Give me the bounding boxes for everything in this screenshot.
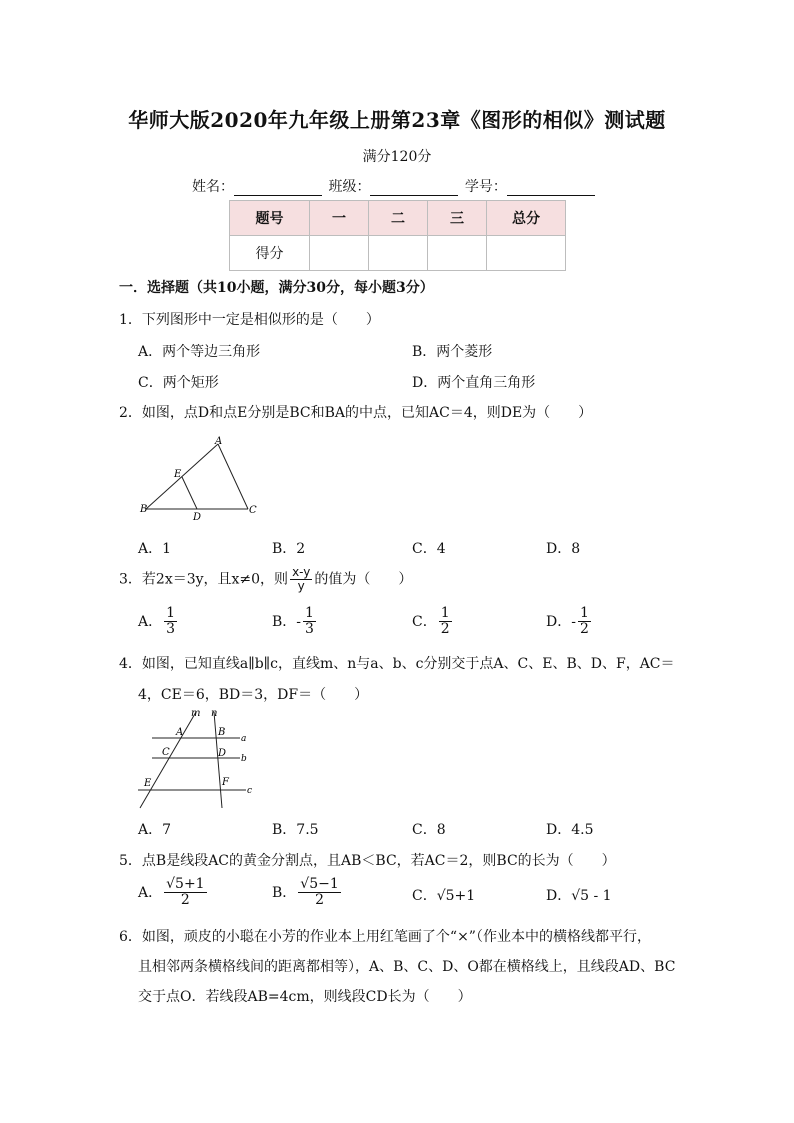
score-table-header: 总分 — [487, 201, 566, 236]
id-blank[interactable] — [507, 181, 595, 196]
score-table-header: 二 — [369, 201, 428, 236]
class-blank[interactable] — [370, 181, 458, 196]
student-info-line — [192, 176, 597, 196]
q3-a-label: A． — [138, 613, 163, 630]
id-label: 学号： — [464, 179, 507, 195]
q2-label-e: E — [174, 469, 182, 480]
q3-a-num: 1 — [166, 605, 176, 621]
q2-option-a[interactable]: A．1 — [138, 541, 172, 557]
q3-stem-post: 的值为（ ） — [314, 571, 413, 588]
score-table-header: 题号 — [230, 201, 310, 236]
q3-b-label: B． — [272, 613, 297, 630]
q5-a-num: √5+1 — [166, 876, 205, 892]
q5-a-label: A． — [138, 884, 163, 901]
q4-label-D: D — [218, 748, 227, 759]
q2-stem: 2．如图，点D和点E分别是BC和BA的中点，已知AC＝4，则DE为（ ） — [119, 405, 593, 421]
name-blank[interactable] — [234, 181, 322, 196]
q4-label-C: C — [162, 747, 170, 758]
q1-option-b[interactable]: B．两个菱形 — [412, 344, 493, 360]
q4-label-a: a — [241, 734, 247, 744]
section-heading: 一．选择题（共10小题，满分30分，每小题3分） — [119, 280, 434, 296]
q3-frac-den: y — [297, 579, 305, 594]
q1-option-a[interactable]: A．两个等边三角形 — [138, 344, 261, 360]
score-table-header-row — [230, 201, 566, 236]
score-cell[interactable] — [428, 236, 487, 271]
q3-b-den: 3 — [305, 621, 314, 638]
q4-stem-line2: 4，CE＝6，BD＝3，DF＝（ ） — [138, 687, 369, 703]
q1-option-d[interactable]: D．两个直角三角形 — [412, 375, 536, 391]
q5-option-a[interactable] — [138, 877, 209, 909]
q5-b-den: 2 — [315, 892, 324, 909]
q6-stem-line3: 交于点O．若线段AB=4cm，则线段CD长为（ ） — [138, 989, 472, 1005]
score-table-header: 一 — [310, 201, 369, 236]
q3-d-fraction — [578, 606, 591, 638]
score-table-header: 三 — [428, 201, 487, 236]
q4-label-m: m — [191, 708, 201, 719]
q3-b-num: 1 — [305, 605, 314, 621]
q3-option-a[interactable] — [138, 606, 179, 638]
q2-option-c[interactable]: C．4 — [412, 541, 446, 557]
q2-option-d[interactable]: D．8 — [546, 541, 581, 557]
score-table — [229, 200, 566, 271]
q4-label-E: E — [144, 778, 152, 789]
q3-d-num: 1 — [579, 605, 589, 621]
q4-label-A: A — [176, 727, 184, 738]
q3-a-den: 3 — [166, 621, 176, 638]
q6-stem-line2: 且相邻两条横格线间的距离都相等），A、B、C、D、O都在横格线上，且线段AD、BC — [138, 959, 676, 975]
q1-stem: 1．下列图形中一定是相似形的是（ ） — [119, 312, 380, 328]
page-title: 华师大版2020年九年级上册第23章《图形的相似》测试题 — [128, 108, 666, 132]
score-cell[interactable] — [487, 236, 566, 271]
q4-parallel-lines-figure — [134, 704, 258, 812]
q3-c-num: 1 — [440, 605, 450, 621]
q5-a-den: 2 — [180, 892, 190, 909]
q4-label-b: b — [241, 754, 247, 764]
q5-b-num: √5−1 — [300, 876, 339, 892]
q3-option-b[interactable] — [272, 606, 318, 638]
q3-c-label: C． — [412, 613, 437, 630]
score-cell[interactable] — [369, 236, 428, 271]
q3-option-c[interactable] — [412, 606, 454, 638]
q4-option-c[interactable]: C．8 — [412, 822, 446, 838]
q5-option-c[interactable]: C．√5+1 — [412, 888, 476, 904]
q3-d-den: 2 — [579, 621, 589, 638]
q3-fraction — [290, 566, 312, 593]
score-cell[interactable] — [310, 236, 369, 271]
q5-a-fraction — [164, 877, 206, 909]
q5-option-b[interactable] — [272, 877, 343, 909]
q5-stem: 5．点B是线段AC的黄金分割点，且AB＜BC，若AC＝2，则BC的长为（ ） — [119, 853, 616, 869]
q3-frac-num: x-y — [292, 565, 311, 579]
q3-b-fraction — [303, 606, 316, 638]
class-label: 班级： — [328, 179, 371, 195]
q4-label-n: n — [211, 708, 218, 719]
q1-option-c[interactable]: C．两个矩形 — [138, 375, 219, 391]
q3-stem-pre: 3．若2x＝3y，且x≠0，则 — [119, 571, 289, 588]
q2-triangle-figure — [136, 434, 266, 522]
q3-b-sign: - — [296, 613, 302, 630]
q3-stem — [119, 566, 412, 593]
q2-label-c: C — [249, 505, 257, 516]
q4-option-b[interactable]: B．7.5 — [272, 822, 319, 838]
q4-label-F: F — [222, 777, 229, 788]
q3-d-sign: - — [571, 613, 576, 630]
q4-option-a[interactable]: A．7 — [138, 822, 172, 838]
score-table-row — [230, 236, 566, 271]
q2-label-b: B — [140, 504, 148, 515]
q2-label-d: D — [193, 512, 202, 522]
q3-option-d[interactable] — [546, 606, 593, 638]
q3-c-fraction — [439, 606, 452, 638]
full-score-note: 满分120分 — [362, 149, 432, 165]
q4-label-B: B — [218, 727, 226, 738]
name-label: 姓名： — [192, 179, 234, 195]
q3-d-label: D． — [546, 613, 572, 630]
q6-stem-line1: 6．如图，顽皮的小聪在小芳的作业本上用红笔画了个“×”（作业本中的横格线都平行， — [119, 929, 651, 945]
q4-option-d[interactable]: D．4.5 — [546, 822, 594, 838]
q4-label-c: c — [247, 786, 253, 796]
q4-stem-line1: 4．如图，已知直线a∥b∥c，直线m、n与a、b、c分别交于点A、C、E、B、D、F，AC＝ — [119, 656, 675, 672]
q5-b-label: B． — [272, 884, 297, 901]
q5-option-d[interactable]: D．√5 - 1 — [546, 888, 612, 904]
q5-b-fraction — [298, 877, 340, 909]
score-row-label: 得分 — [230, 236, 310, 271]
q2-label-a: A — [215, 436, 223, 447]
q3-a-fraction — [164, 606, 177, 638]
q2-option-b[interactable]: B．2 — [272, 541, 306, 557]
q3-c-den: 2 — [440, 621, 450, 638]
